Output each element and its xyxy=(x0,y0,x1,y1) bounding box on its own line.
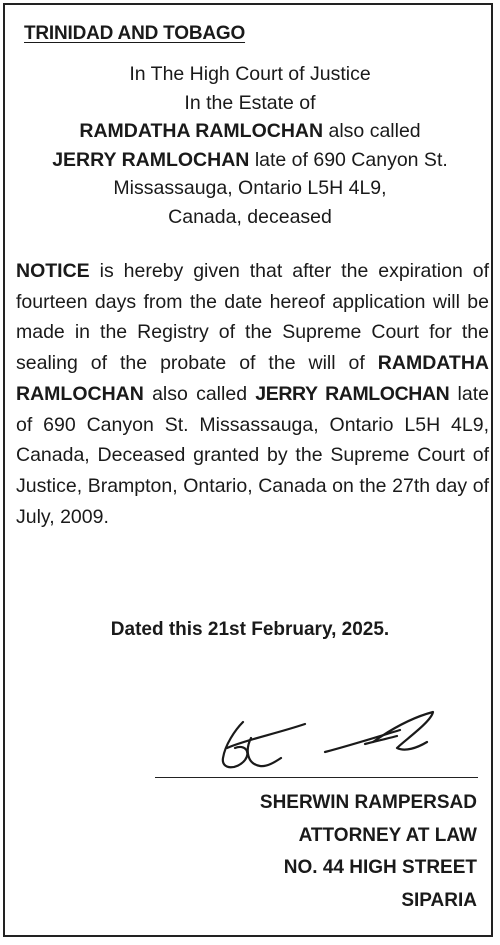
attorney-address: NO. 44 HIGH STREET xyxy=(283,857,477,878)
notice-lead: NOTICE xyxy=(16,260,90,282)
signature-image xyxy=(205,700,455,780)
dated-line: Dated this 21st February, 2025. xyxy=(110,619,390,640)
notice-deceased-name: RAMDATHA RAMLOCHAN xyxy=(16,352,489,405)
country-heading: TRINIDAD AND TOBAGO xyxy=(24,23,246,44)
deceased-name: RAMDATHA RAMLOCHAN xyxy=(79,120,324,142)
attorney-name: SHERWIN RAMPERSAD xyxy=(259,792,477,813)
notice-body xyxy=(16,256,489,532)
deceased-name-line xyxy=(4,117,496,146)
late-of-text: late of 690 Canyon St. xyxy=(254,148,448,171)
signature-line xyxy=(155,777,478,778)
notice-paragraph xyxy=(16,256,489,532)
notice-text-2: also called xyxy=(143,382,256,405)
notice-text-3: late of 690 Canyon St. Missassauga, Ontario L5H 4L9, Canada, Deceased granted by the Supreme Court of Justice, Brampton, Ontario, Canada on the 27th day of July, 2009. xyxy=(16,382,489,528)
attorney-title: ATTORNEY AT LAW xyxy=(298,824,477,846)
attorney-town: SIPARIA xyxy=(401,889,477,911)
case-caption xyxy=(4,60,496,231)
also-called-text: also called xyxy=(328,120,421,142)
attorney-block xyxy=(260,787,477,917)
notice-deceased-alias: JERRY RAMLOCHAN xyxy=(255,382,450,405)
estate-intro-line: In the Estate of xyxy=(184,91,316,114)
court-line: In The High Court of Justice xyxy=(129,63,371,85)
city-line: Missassauga, Ontario L5H 4L9, xyxy=(113,177,387,199)
deceased-alias: JERRY RAMLOCHAN xyxy=(52,148,250,171)
alias-line xyxy=(4,146,496,175)
country-line: Canada, deceased xyxy=(168,205,332,228)
notice-text-1: is hereby given that after the expiration of fourteen days from the date hereof application will be made in the Registry of the Supreme Court for the sealing of the probate of the will of xyxy=(16,260,489,375)
